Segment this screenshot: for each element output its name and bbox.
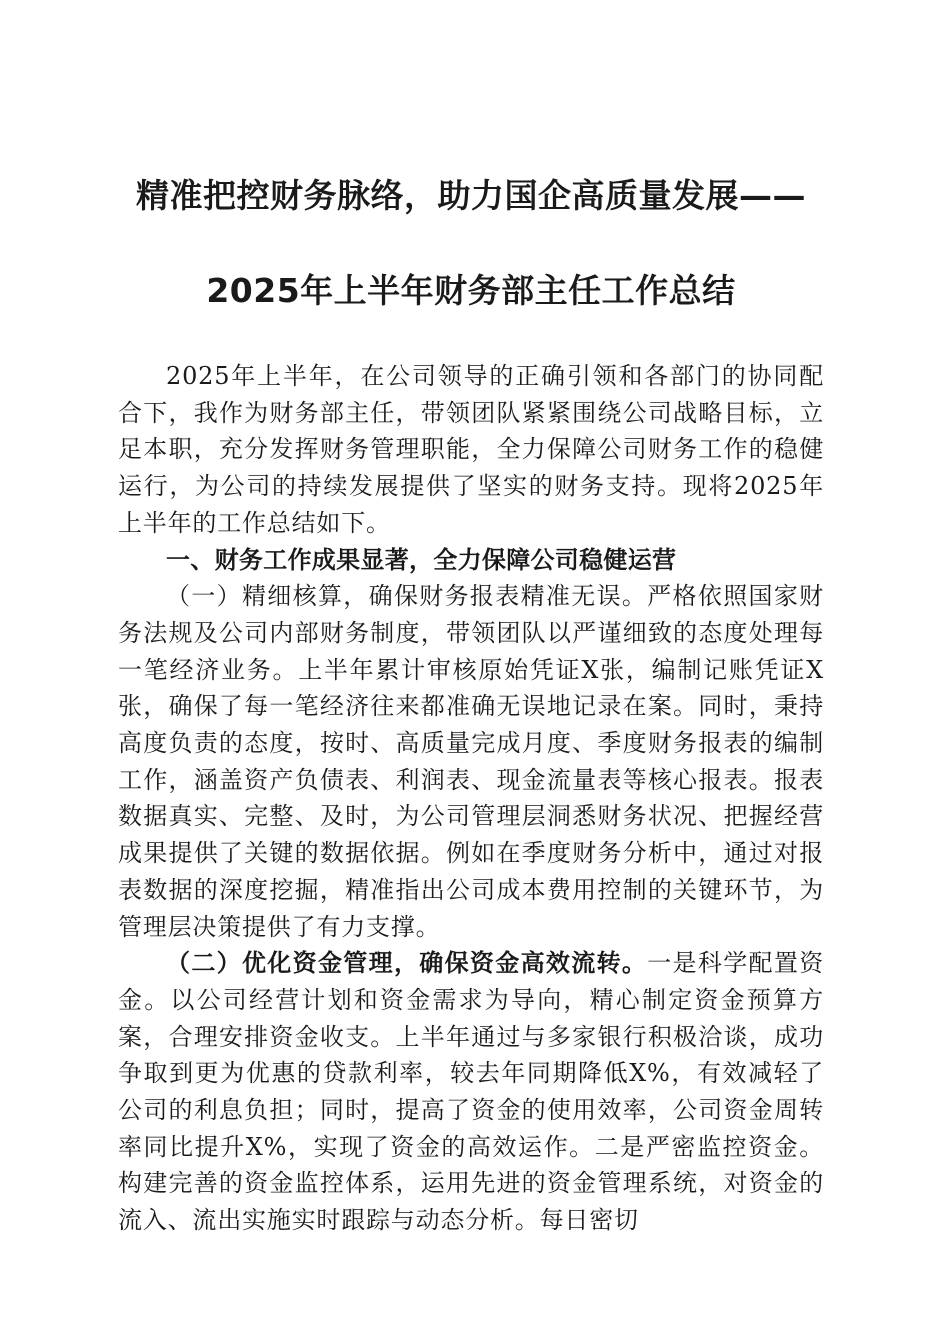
paragraph-2-text: 一是科学配置资金。以公司经营计划和资金需求为导向，精心制定资金预算方案，合理安排资金收支。上半年通过与多家银行积极洽谈，成功争取到更为优惠的贷款利率，较去年同期降低X%，有效减轻了公司的利息负担；同时，提高了资金的使用效率，公司资金周转率同比提升X%，实现了资金的高效运作。二是严密监控资金。构建完善的资金监控体系，运用先进的资金管理系统，对资金的流入、流出实施实时跟踪与动态分析。每日密切	[118, 949, 824, 1235]
document-title-line1: 精准把控财务脉络，助力国企高质量发展——	[136, 176, 806, 215]
paragraph-2-lead: （二）优化资金管理，确保资金高效流转。	[166, 949, 648, 978]
intro-paragraph: 2025年上半年，在公司领导的正确引领和各部门的协同配合下，我作为财务部主任，带领团队紧紧围绕公司战略目标，立足本职，充分发挥财务管理职能，全力保障公司财务工作的稳健运行，为公司的持续发展提供了坚实的财务支持。现将2025年上半年的工作总结如下。	[118, 362, 824, 537]
document-title-line2: 2025年上半年财务部主任工作总结	[206, 271, 736, 310]
document-body	[118, 358, 824, 1239]
section-heading-1: 一、财务工作成果显著，全力保障公司稳健运营	[166, 545, 677, 574]
document-page	[118, 0, 824, 1344]
paragraph-2	[118, 945, 824, 1239]
paragraph-1: （一）精细核算，确保财务报表精准无误。严格依照国家财务法规及公司内部财务制度，带领团队以严谨细致的态度处理每一笔经济业务。上半年累计审核原始凭证X张，编制记账凭证X张，确保了每一笔经济往来都准确无误地记录在案。同时，秉持高度负责的态度，按时、高质量完成月度、季度财务报表的编制工作，涵盖资产负债表、利润表、现金流量表等核心报表。报表数据真实、完整、及时，为公司管理层洞悉财务状况、把握经营成果提供了关键的数据依据。例如在季度财务分析中，通过对报表数据的深度挖掘，精准指出公司成本费用控制的关键环节，为管理层决策提供了有力支撑。	[118, 582, 824, 941]
